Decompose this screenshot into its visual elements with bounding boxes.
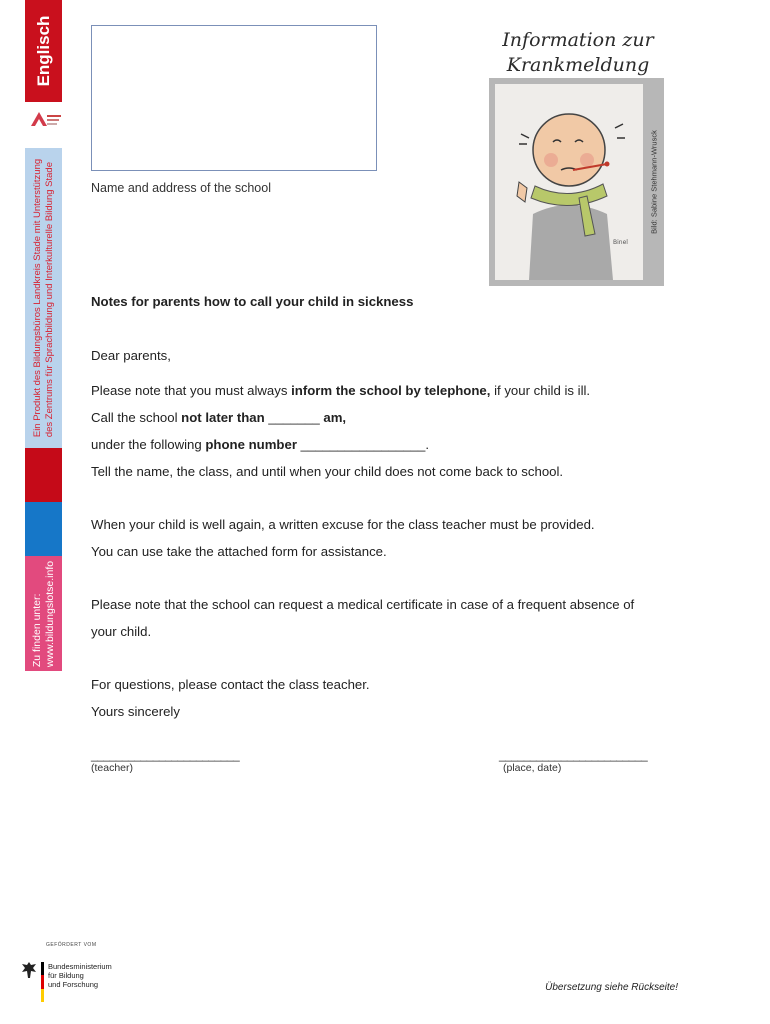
credit-line-2: des Zentrums für Sprachbildung und Interkulturelle Bildung Stade	[43, 162, 55, 438]
text-segment: under the following	[91, 437, 206, 452]
image-credit: Bild: Sabine Stehmann-Wrusck	[649, 130, 659, 234]
paragraph-line-6: You can use take the attached form for assistance.	[91, 544, 387, 559]
title-line-1: Information zur	[502, 29, 654, 51]
school-address-box[interactable]	[91, 25, 377, 171]
text-bold: not later than	[181, 410, 265, 425]
teacher-signature-line[interactable]: ________________________	[91, 748, 240, 762]
text-bold: am,	[323, 410, 347, 425]
document-title	[470, 28, 686, 78]
place-date-label: (place, date)	[503, 762, 562, 774]
teacher-label: (teacher)	[91, 762, 134, 774]
text-segment: if your child is ill.	[490, 383, 591, 398]
language-tab	[25, 0, 62, 102]
paragraph-line-3	[91, 437, 429, 452]
text-bold: inform the school by telephone,	[291, 383, 491, 398]
paragraph-line-7a: Please note that the school can request a medical certificate in case of a frequent absence of	[91, 597, 635, 612]
notes-heading: Notes for parents how to call your child in sickness	[91, 294, 414, 309]
time-blank[interactable]: _______	[264, 410, 324, 425]
text-bold: phone number	[205, 437, 297, 452]
sidebar-credit	[25, 148, 62, 448]
place-date-line[interactable]: ________________________	[499, 748, 648, 762]
paragraph-line-5: When your child is well again, a written excuse for the class teacher must be provided.	[91, 517, 595, 532]
svg-text:Binel: Binel	[613, 239, 628, 246]
funded-by-label: GEFÖRDERT VOM	[46, 942, 97, 948]
sick-child-drawing	[495, 84, 643, 280]
closing: Yours sincerely	[91, 704, 180, 719]
eagle-icon	[20, 960, 38, 980]
website-link[interactable]: www.bildungslotse.info	[43, 560, 56, 667]
paragraph-line-7b: your child.	[91, 624, 152, 639]
text-segment: Call the school	[91, 410, 182, 425]
paragraph-line-8: For questions, please contact the class teacher.	[91, 677, 370, 692]
paragraph-line-2	[91, 410, 346, 425]
text-segment: Please note that you must always	[91, 383, 292, 398]
sidebar-blue-block	[25, 502, 62, 556]
sick-child-illustration	[489, 78, 664, 286]
bildungsbuero-logo	[27, 106, 62, 134]
phone-blank[interactable]: _________________.	[296, 437, 429, 452]
sidebar-red-block	[25, 448, 62, 502]
salutation: Dear parents,	[91, 348, 171, 363]
paragraph-line-1	[91, 383, 590, 398]
find-label: Zu finden unter:	[30, 593, 43, 667]
credit-line-1: Ein Produkt des Bildungsbüros Landkreis Stade mit Unterstützung	[31, 158, 43, 438]
title-line-2: Krankmeldung	[506, 54, 650, 76]
ministry-name: Bundesministerium für Bildung und Forschung	[48, 962, 112, 989]
flag-bar	[41, 962, 44, 1002]
bmbf-logo	[20, 940, 130, 1005]
language-label: Englisch	[33, 15, 53, 87]
sidebar-find-block	[25, 556, 62, 671]
school-address-label: Name and address of the school	[91, 181, 271, 195]
translation-note: Übersetzung siehe Rückseite!	[545, 982, 678, 993]
paragraph-line-4: Tell the name, the class, and until when your child does not come back to school.	[91, 464, 564, 479]
